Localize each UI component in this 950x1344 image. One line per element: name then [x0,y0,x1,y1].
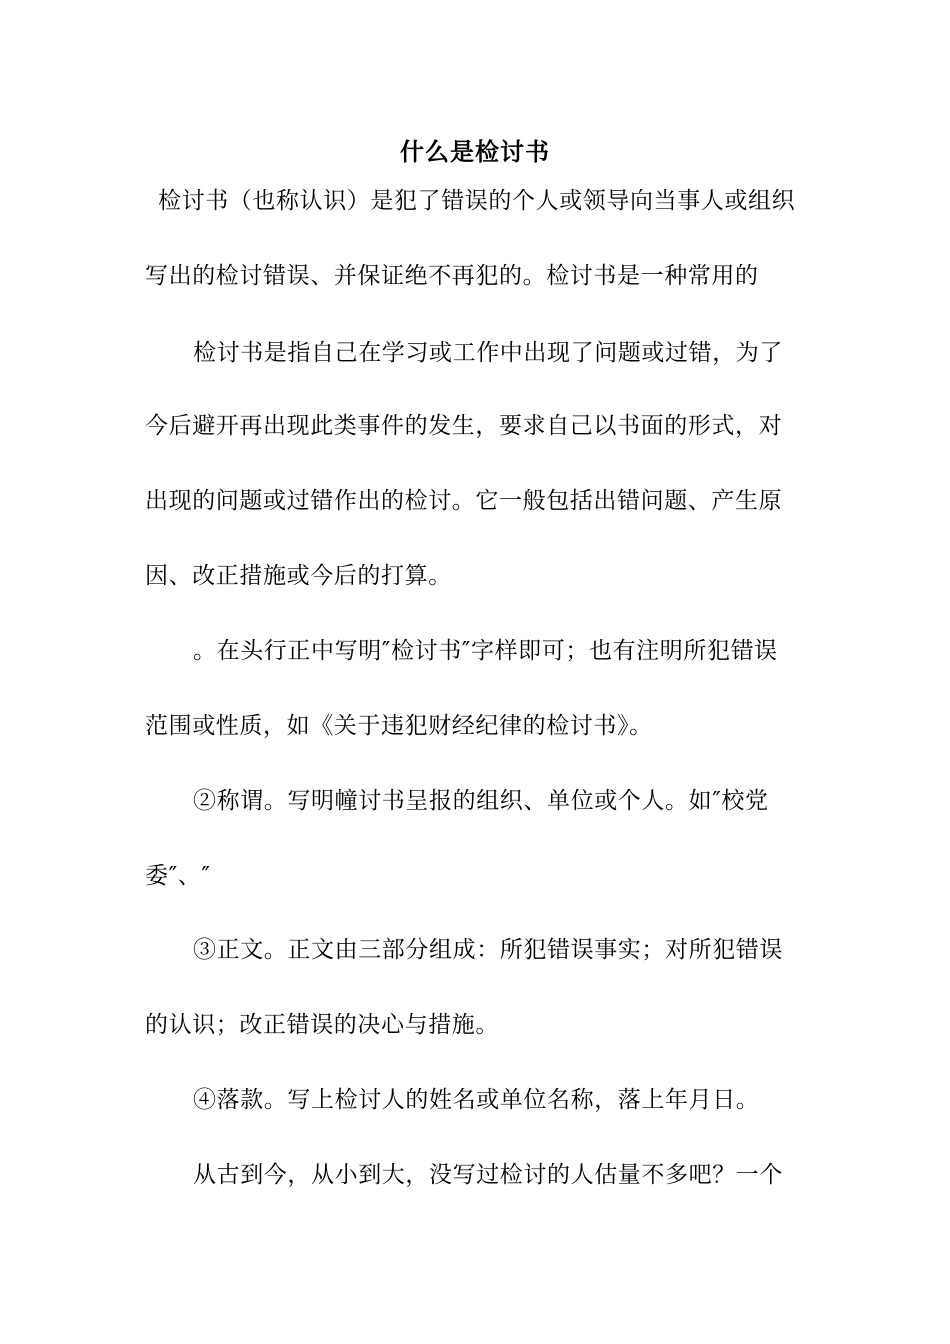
paragraph-line: 范围或性质，如《关于违犯财经纪律的检讨书》。 [145,713,653,739]
paragraph-line: 写出的检讨错误、并保证绝不再犯的。检讨书是一种常用的 [145,263,759,289]
paragraph-line: 检讨书（也称认识）是犯了错误的个人或领导向当事人或组织 [158,188,796,214]
paragraph-line: 委″、″ [145,863,211,889]
paragraph-line: 检讨书是指自己在学习或工作中出现了问题或过错，为了 [193,340,783,366]
paragraph-line: ③正文。正文由三部分组成：所犯错误事实；对所犯错误 [193,937,783,963]
paragraph-line: 因、改正措施或今后的打算。 [145,563,452,589]
paragraph-line: 今后避开再出现此类事件的发生，要求自己以书面的形式，对 [145,413,783,439]
paragraph-line: 从古到今，从小到大，没写过检讨的人估量不多吧？一个 [193,1162,783,1188]
document-title: 什么是检讨书 [400,137,550,166]
paragraph-line: ④落款。写上检讨人的姓名或单位名称，落上年月日。 [193,1087,760,1113]
paragraph-line: 。在头行正中写明″检讨书″字样即可；也有注明所犯错误 [193,638,778,664]
paragraph-line: 的认识；改正错误的决心与措施。 [145,1012,499,1038]
paragraph-line: ②称谓。写明幢讨书呈报的组织、单位或个人。如″校党 [193,788,769,814]
paragraph-line: 出现的问题或过错作出的检讨。它一般包括出错问题、产生原 [145,488,783,514]
